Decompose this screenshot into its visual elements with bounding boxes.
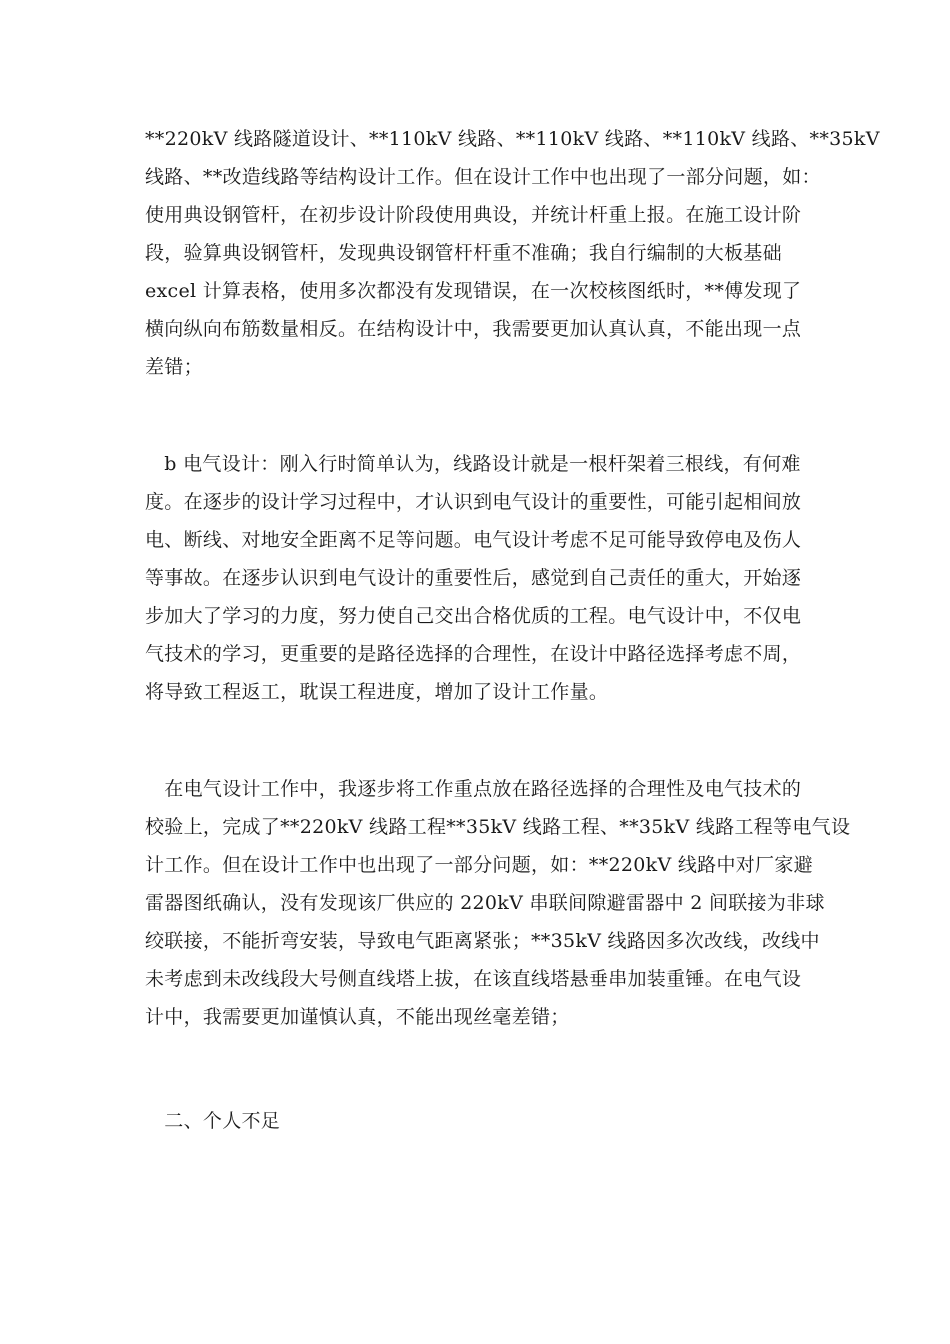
paragraph-electrical-design xyxy=(145,445,815,711)
paragraph-line: 差错； xyxy=(145,356,203,378)
paragraph-line: 在电气设计工作中，我逐步将工作重点放在路径选择的合理性及电气技术的 xyxy=(145,778,802,800)
paragraph-line: 段，验算典设钢管杆，发现典设钢管杆杆重不准确；我自行编制的大板基础 xyxy=(145,242,782,264)
paragraph-line: 绞联接，不能折弯安装，导致电气距离紧张；**35kV 线路因多次改线，改线中 xyxy=(145,930,820,952)
paragraph-structural-design xyxy=(145,120,880,386)
paragraph-line: 气技术的学习，更重要的是路径选择的合理性，在设计中路径选择考虑不周， xyxy=(145,643,802,665)
paragraph-line: 线路、**改造线路等结构设计工作。但在设计工作中也出现了一部分问题，如： xyxy=(145,166,821,188)
paragraph-line: 计工作。但在设计工作中也出现了一部分问题，如：**220kV 线路中对厂家避 xyxy=(145,854,813,876)
paragraph-line: b 电气设计：刚入行时简单认为，线路设计就是一根杆架着三根线，有何难 xyxy=(145,453,801,475)
paragraph-line: 雷器图纸确认，没有发现该厂供应的 220kV 串联间隙避雷器中 2 间联接为非球 xyxy=(145,892,825,914)
paragraph-electrical-work xyxy=(145,770,851,1036)
paragraph-line: 步加大了学习的力度，努力使自己交出合格优质的工程。电气设计中，不仅电 xyxy=(145,605,802,627)
paragraph-line: 使用典设钢管杆，在初步设计阶段使用典设，并统计杆重上报。在施工设计阶 xyxy=(145,204,802,226)
paragraph-line: 计中，我需要更加谨慎认真，不能出现丝毫差错； xyxy=(145,1006,570,1028)
paragraph-line: **220kV 线路隧道设计、**110kV 线路、**110kV 线路、**110kV 线路、**35kV xyxy=(145,128,880,150)
paragraph-line: 横向纵向布筋数量相反。在结构设计中，我需要更加认真认真，不能出现一点 xyxy=(145,318,802,340)
section-heading-personal-shortcomings xyxy=(145,1102,815,1140)
paragraph-line: 校验上，完成了**220kV 线路工程**35kV 线路工程、**35kV 线路工程等电气设 xyxy=(145,816,851,838)
paragraph-line: 度。在逐步的设计学习过程中，才认识到电气设计的重要性，可能引起相间放 xyxy=(145,491,802,513)
section-heading: 二、个人不足 xyxy=(145,1110,281,1132)
paragraph-line: 等事故。在逐步认识到电气设计的重要性后，感觉到自己责任的重大，开始逐 xyxy=(145,567,802,589)
paragraph-line: 未考虑到未改线段大号侧直线塔上拔，在该直线塔悬垂串加装重锤。在电气设 xyxy=(145,968,802,990)
paragraph-line: 电、断线、对地安全距离不足等问题。电气设计考虑不足可能导致停电及伤人 xyxy=(145,529,802,551)
paragraph-line: 将导致工程返工，耽误工程进度，增加了设计工作量。 xyxy=(145,681,609,703)
paragraph-line: excel 计算表格，使用多次都没有发现错误，在一次校核图纸时，**傅发现了 xyxy=(145,280,802,302)
